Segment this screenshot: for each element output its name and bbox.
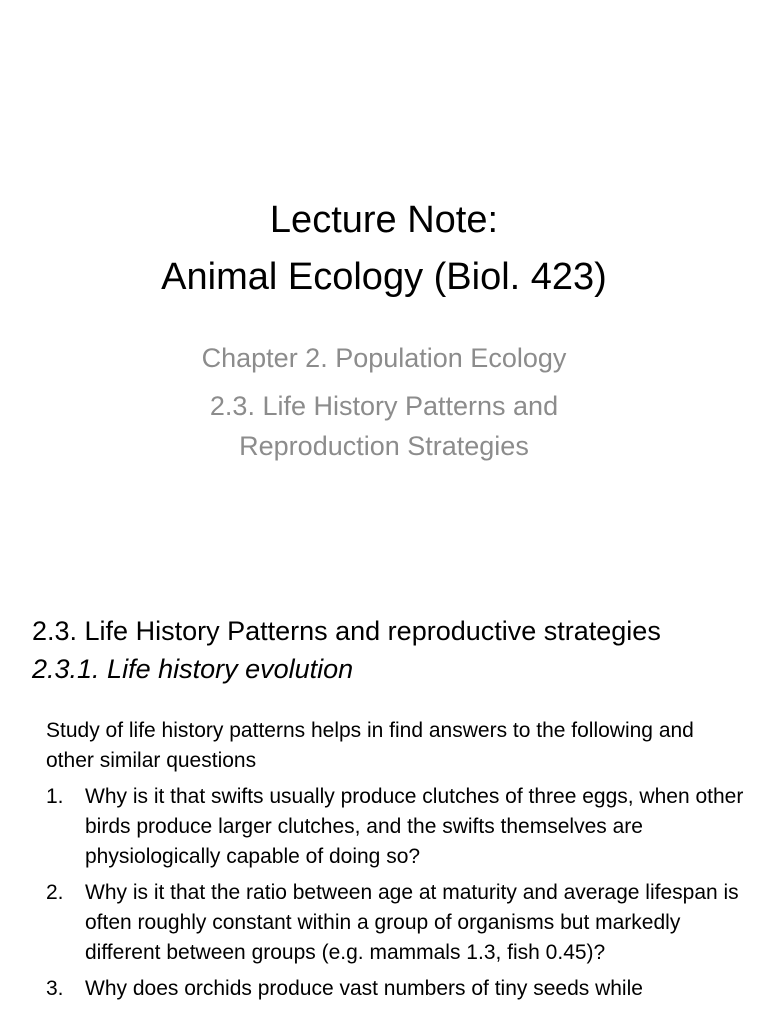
list-item-number: 3. (46, 977, 64, 1000)
list-item-text: Why is it that swifts usually produce clutches of three eggs, when other birds produce larger clutches, and the swifts themselves are physiologically capable of doing so? (85, 785, 744, 868)
list-item (46, 782, 746, 872)
section-heading: 2.3. Life History Patterns and reproductive strategies (32, 616, 661, 646)
title-line-1: Lecture Note: (269, 199, 499, 241)
list-item (46, 974, 746, 1004)
list-item-number: 1. (46, 785, 64, 808)
list-item (46, 878, 746, 968)
subsection-heading: 2.3.1. Life history evolution (32, 654, 354, 684)
question-list (46, 782, 746, 1004)
slide-body (46, 716, 746, 1010)
list-item-number: 2. (46, 881, 64, 904)
subtitle-chapter: Chapter 2. Population Ecology (201, 343, 567, 373)
title-line-2: Animal Ecology (Biol. 423) (161, 256, 607, 298)
list-item-text: Why is it that the ratio between age at maturity and average lifespan is often roughly constant within a group of organisms but markedly different between groups (e.g. mammals 1.3, fish 0.45)? (85, 881, 739, 964)
slide-title (0, 192, 768, 306)
list-item-text: Why does orchids produce vast numbers of tiny seeds while (85, 977, 643, 1000)
subtitle-section-line-2: Reproduction Strategies (239, 431, 529, 461)
content-slide (0, 576, 768, 1024)
slide-subtitle (0, 338, 768, 466)
intro-paragraph: Study of life history patterns helps in find answers to the following and other similar questions (46, 719, 694, 772)
subtitle-section-line-1: 2.3. Life History Patterns and (209, 391, 559, 421)
subtitle-gap (0, 378, 768, 386)
